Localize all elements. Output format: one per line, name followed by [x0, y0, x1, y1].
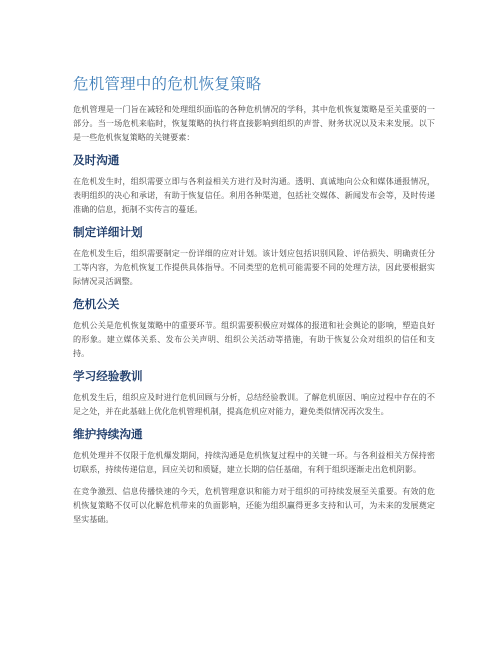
- section-paragraph: 危机发生后，组织应及时进行危机回顾与分析，总结经验教训。了解危机原因、响应过程中存在的不足之处，并在此基础上优化危机管理机制，提高危机应对能力，避免类似情况再次发生。: [73, 392, 435, 416]
- section-crisis-pr: [73, 296, 435, 360]
- section-detailed-plan: [73, 224, 435, 288]
- section-paragraph: 在危机发生后，组织需要制定一份详细的应对计划。该计划应包括识别风险、评估损失、明确责任分工等内容，为危机恢复工作提供具体指导。不同类型的危机可能需要不同的处理方法，因此要根据实际情况灵活调整。: [73, 248, 435, 286]
- conclusion-paragraph: 在竞争激烈、信息传播快速的今天，危机管理意识和能力对于组织的可持续发展至关重要。有效的危机恢复策略不仅可以化解危机带来的负面影响，还能为组织赢得更多支持和认可，为未来的发展奠定坚实基础。: [73, 486, 435, 524]
- section-heading: 维护持续沟通: [73, 427, 143, 441]
- section-heading: 及时沟通: [73, 153, 120, 167]
- document-page: [73, 73, 435, 534]
- section-paragraph: 危机公关是危机恢复策略中的重要环节。组织需要积极应对媒体的报道和社会舆论的影响，塑造良好的形象。建立媒体关系、发布公关声明、组织公关活动等措施，有助于恢复公众对组织的信任和支持。: [73, 320, 435, 358]
- section-timely-communication: [73, 152, 435, 216]
- section-heading: 危机公关: [73, 297, 120, 311]
- section-paragraph: 危机处理并不仅限于危机爆发期间，持续沟通是危机恢复过程中的关键一环。与各利益相关方保持密切联系，持续传递信息，回应关切和质疑，建立长期的信任基础，有利于组织逐渐走出危机阴影。: [73, 450, 435, 474]
- section-lessons-learned: [73, 368, 435, 418]
- intro-paragraph: 危机管理是一门旨在减轻和处理组织面临的各种危机情况的学科，其中危机恢复策略是至关重要的一部分。当一场危机来临时，恢复策略的执行将直接影响到组织的声誉、财务状况以及未来发展。以下是一些危机恢复策略的关键要素：: [73, 104, 435, 142]
- document-title: 危机管理中的危机恢复策略: [73, 75, 262, 93]
- section-paragraph: 在危机发生时，组织需要立即与各利益相关方进行及时沟通。透明、真诚地向公众和媒体通报情况，表明组织的决心和承诺，有助于恢复信任。利用各种渠道，包括社交媒体、新闻发布会等，及时传递准确的信息，扼制不实传言的蔓延。: [73, 176, 435, 214]
- section-heading: 制定详细计划: [73, 225, 143, 239]
- section-ongoing-communication: [73, 426, 435, 526]
- section-heading: 学习经验教训: [73, 369, 143, 383]
